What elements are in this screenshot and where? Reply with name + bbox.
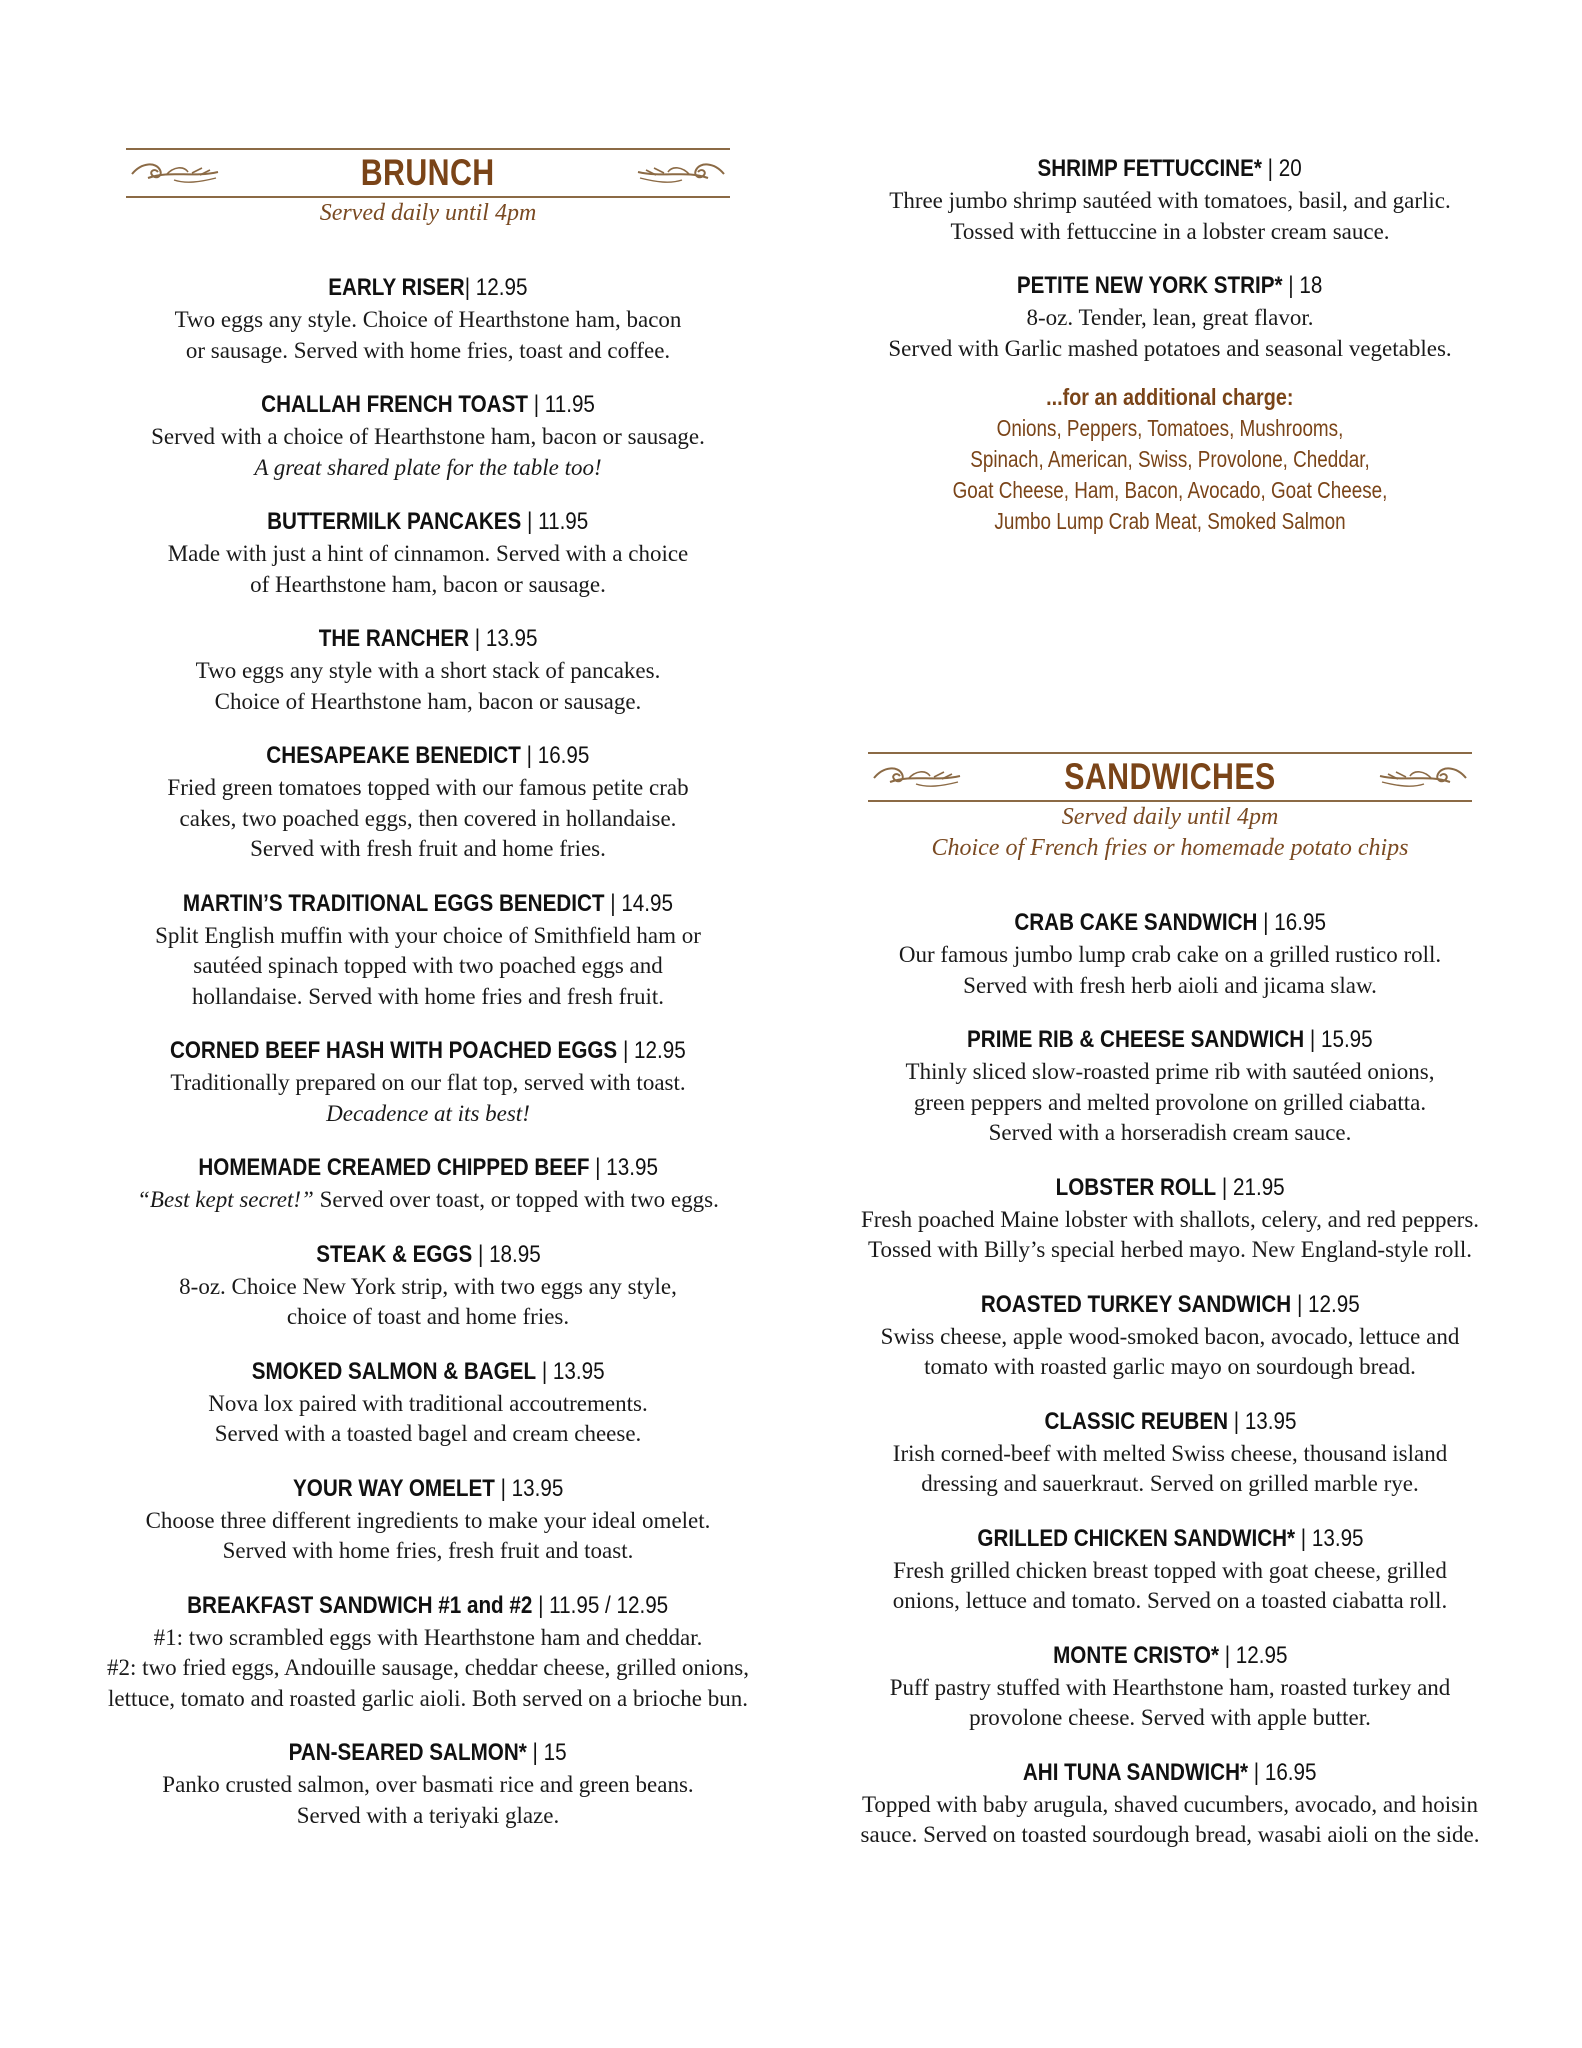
menu-item xyxy=(88,1151,768,1216)
menu-item-description: cakes, two poached eggs, then covered in hollandaise. xyxy=(179,805,677,831)
menu-item-name: PAN-SEARED SALMON* xyxy=(289,1739,528,1766)
menu-item-name: MARTIN’S TRADITIONAL EGGS BENEDICT xyxy=(182,889,605,917)
menu-item-title xyxy=(1053,1639,1287,1673)
sandwiches-subtitle: Served daily until 4pm xyxy=(1061,804,1279,830)
menu-item-price: | 21.95 xyxy=(1216,1173,1285,1201)
addon-item-line: Goat Cheese, Ham, Bacon, Avocado, Goat Cheese, xyxy=(952,477,1388,503)
right-column xyxy=(810,152,1530,1847)
menu-item-title xyxy=(252,1355,605,1389)
menu-item-description: Nova lox paired with traditional accoutrements. xyxy=(208,1390,648,1416)
menu-item-price: | 13.95 xyxy=(468,625,538,652)
menu-item-name: LOBSTER ROLL xyxy=(1055,1173,1217,1201)
menu-item-description: Served with a horseradish cream sauce. xyxy=(988,1120,1352,1145)
menu-item-price: | 18.95 xyxy=(471,1240,541,1268)
menu-item-name: CRAB CAKE SANDWICH xyxy=(1014,909,1258,936)
menu-item-description: Served with fresh fruit and home fries. xyxy=(250,836,606,861)
menu-item-note: A great shared plate for the table too! xyxy=(254,454,602,480)
menu-item xyxy=(810,1639,1530,1734)
flourish-left-icon xyxy=(872,762,962,792)
menu-item-title xyxy=(187,1589,668,1623)
menu-item-price: | 13.95 xyxy=(1227,1407,1296,1435)
brunch-column xyxy=(88,148,768,1831)
menu-item-description: Three jumbo shrimp sautéed with tomatoes, basil, and garlic. xyxy=(889,188,1451,213)
menu-item-description: “Best kept secret!” Served over toast, or topped with two eggs. xyxy=(137,1187,719,1212)
menu-item xyxy=(810,269,1530,364)
menu-item-description: provolone cheese. Served with apple butter. xyxy=(969,1705,1371,1730)
menu-item-title xyxy=(1055,1171,1284,1205)
menu-item-description: 8-oz. Choice New York strip, with two eggs any style, xyxy=(179,1273,677,1299)
menu-item-description: Panko crusted salmon, over basmati rice and green beans. xyxy=(162,1772,694,1797)
menu-item-price: | 12.95 xyxy=(1218,1641,1288,1669)
menu-item-description: #2: two fried eggs, Andouille sausage, cheddar cheese, grilled onions, xyxy=(107,1655,749,1680)
menu-item-description: sauce. Served on toasted sourdough bread, wasabi aioli on the side. xyxy=(860,1822,1480,1847)
menu-item xyxy=(88,1355,768,1450)
menu-item-title xyxy=(977,1522,1363,1556)
menu-item-title xyxy=(1044,1405,1296,1439)
menu-item-title xyxy=(261,388,595,422)
menu-item xyxy=(810,1522,1530,1617)
menu-item xyxy=(88,622,768,717)
menu-item-description: choice of toast and home fries. xyxy=(286,1304,570,1329)
menu-item-description: Topped with baby arugula, shaved cucumbers, avocado, and hoisin xyxy=(861,1791,1479,1817)
menu-item-description: Served with home fries, fresh fruit and toast. xyxy=(222,1538,634,1563)
addon-item-line: Jumbo Lump Crab Meat, Smoked Salmon xyxy=(994,508,1346,534)
brunch-subtitle: Served daily until 4pm xyxy=(319,200,537,226)
menu-item-title xyxy=(1014,906,1326,940)
flourish-right-icon xyxy=(1378,762,1468,792)
menu-item-description: Tossed with fettuccine in a lobster cream sauce. xyxy=(950,218,1390,244)
menu-item-description: Choose three different ingredients to make your ideal omelet. xyxy=(145,1507,711,1533)
menu-item-title xyxy=(319,622,538,656)
addon-list xyxy=(810,413,1530,537)
menu-item-price: | 15 xyxy=(527,1739,567,1766)
menu-item-title xyxy=(293,1472,563,1506)
menu-item-description: Served with Garlic mashed potatoes and seasonal vegetables. xyxy=(888,335,1452,361)
menu-item xyxy=(810,1288,1530,1383)
menu-item-name: THE RANCHER xyxy=(318,625,469,652)
brunch-items xyxy=(88,271,768,1831)
menu-item-name: STEAK & EGGS xyxy=(315,1240,472,1268)
menu-item-title xyxy=(1038,152,1302,186)
menu-item-quote: “Best kept secret!” xyxy=(137,1187,314,1212)
menu-item-name: PRIME RIB & CHEESE SANDWICH xyxy=(967,1026,1305,1053)
sandwiches-title: SANDWICHES xyxy=(1064,756,1276,797)
menu-item-description: lettuce, tomato and roasted garlic aioli. Both served on a brioche bun. xyxy=(108,1685,748,1711)
menu-item-description: Choice of Hearthstone ham, bacon or sausage. xyxy=(214,688,642,714)
sandwiches-header xyxy=(868,752,1472,802)
menu-item-description: Our famous jumbo lump crab cake on a grilled rustico roll. xyxy=(898,942,1442,967)
menu-item-name: AHI TUNA SANDWICH* xyxy=(1023,1758,1249,1786)
menu-item-title xyxy=(266,739,589,773)
menu-item xyxy=(810,1171,1530,1266)
menu-item-description: Puff pastry stuffed with Hearthstone ham, roasted turkey and xyxy=(889,1674,1451,1700)
addon-block xyxy=(810,382,1530,537)
menu-item-description: Served with fresh herb aioli and jicama slaw. xyxy=(963,972,1377,998)
sandwiches-subtitle-2: Choice of French fries or homemade potato chips xyxy=(931,835,1409,861)
menu-item-name: PETITE NEW YORK STRIP* xyxy=(1017,272,1283,299)
menu-item-description: Two eggs any style with a short stack of pancakes. xyxy=(195,658,661,683)
brunch-title: BRUNCH xyxy=(361,152,495,193)
menu-item xyxy=(88,1472,768,1567)
menu-item-description: Swiss cheese, apple wood-smoked bacon, avocado, lettuce and xyxy=(880,1323,1460,1349)
menu-item-name: MONTE CRISTO* xyxy=(1052,1641,1219,1669)
menu-item-description: Served with a teriyaki glaze. xyxy=(296,1802,560,1828)
menu-item-description: Two eggs any style. Choice of Hearthstone ham, bacon xyxy=(174,307,682,332)
menu-item-name: BUTTERMILK PANCAKES xyxy=(267,508,522,535)
menu-item-name: ROASTED TURKEY SANDWICH xyxy=(980,1290,1291,1318)
menu-item-description: onions, lettuce and tomato. Served on a toasted ciabatta roll. xyxy=(892,1588,1448,1613)
menu-item-description: hollandaise. Served with home fries and fresh fruit. xyxy=(191,983,664,1009)
menu-item-description: Made with just a hint of cinnamon. Served with a choice xyxy=(167,541,689,566)
menu-item-title xyxy=(198,1151,658,1185)
menu-item-name: SHRIMP FETTUCCINE* xyxy=(1037,155,1263,182)
menu-item-price: | 13.95 xyxy=(589,1154,658,1181)
menu-item-description: Tossed with Billy’s special herbed mayo. New England-style roll. xyxy=(868,1237,1472,1262)
menu-item-price: | 16.95 xyxy=(1248,1758,1317,1786)
menu-item-price: | 11.95 xyxy=(521,508,589,535)
menu-item-title xyxy=(183,887,673,921)
menu-item xyxy=(810,1756,1530,1851)
menu-item-price: | 15.95 xyxy=(1304,1026,1373,1053)
menu-item-description: Served with a choice of Hearthstone ham, bacon or sausage. xyxy=(151,424,705,449)
menu-item-price: | 13.95 xyxy=(494,1474,564,1502)
menu-item-description: 8-oz. Tender, lean, great flavor. xyxy=(1026,305,1314,330)
menu-item xyxy=(88,887,768,1013)
menu-item-name: GRILLED CHICKEN SANDWICH* xyxy=(976,1524,1295,1552)
menu-item-price: | 12.95 xyxy=(1290,1290,1360,1318)
menu-item-title xyxy=(267,505,588,539)
menu-item xyxy=(88,1736,768,1831)
menu-item xyxy=(88,388,768,483)
menu-item-price: | 11.95 xyxy=(527,391,595,418)
menu-item-title xyxy=(170,1034,686,1068)
menu-item-price: | 14.95 xyxy=(604,889,674,917)
menu-item-name: YOUR WAY OMELET xyxy=(292,1474,495,1502)
menu-item-price: | 16.95 xyxy=(1257,909,1326,936)
menu-item-price: | 18 xyxy=(1282,272,1323,299)
menu-item-name: CHESAPEAKE BENEDICT xyxy=(266,742,522,769)
sandwich-items xyxy=(810,906,1530,1851)
menu-item-description: Thinly sliced slow-roasted prime rib with sautéed onions, xyxy=(905,1059,1435,1084)
menu-item-name: HOMEMADE CREAMED CHIPPED BEEF xyxy=(198,1154,590,1181)
menu-item-description: #1: two scrambled eggs with Hearthstone ham and cheddar. xyxy=(153,1624,703,1650)
menu-item-title xyxy=(967,1023,1373,1057)
menu-item-description: Traditionally prepared on our flat top, served with toast. xyxy=(170,1070,686,1095)
menu-item-description: or sausage. Served with home fries, toast and coffee. xyxy=(185,337,671,363)
menu-item xyxy=(810,1023,1530,1149)
menu-item xyxy=(810,152,1530,247)
menu-item-description: sautéed spinach topped with two poached eggs and xyxy=(193,953,663,978)
menu-item-price: | 12.95 xyxy=(617,1037,686,1064)
entree-items xyxy=(810,152,1530,364)
menu-item-name: SMOKED SALMON & BAGEL xyxy=(251,1357,536,1385)
menu-item-price: | 20 xyxy=(1262,155,1303,182)
menu-item-name: CLASSIC REUBEN xyxy=(1044,1407,1228,1435)
menu-item-description: tomato with roasted garlic mayo on sourdough bread. xyxy=(924,1354,1416,1379)
menu-item xyxy=(88,1238,768,1333)
menu-item xyxy=(88,271,768,366)
addon-item-line: Onions, Peppers, Tomatoes, Mushrooms, xyxy=(996,415,1344,441)
menu-item-description: Split English muffin with your choice of Smithfield ham or xyxy=(155,922,701,948)
menu-item xyxy=(88,505,768,600)
menu-item-description: Fried green tomatoes topped with our famous petite crab xyxy=(167,775,689,800)
menu-item-title xyxy=(1023,1756,1317,1790)
menu-item-price: | 12.95 xyxy=(464,274,528,301)
menu-item-description: Fresh poached Maine lobster with shallots, celery, and red peppers. xyxy=(860,1206,1480,1232)
menu-item xyxy=(88,739,768,865)
menu-item xyxy=(88,1589,768,1715)
menu-item-price: | 13.95 xyxy=(535,1357,605,1385)
addon-title: ...for an additional charge: xyxy=(1046,384,1294,410)
menu-item-price: | 13.95 xyxy=(1294,1524,1364,1552)
menu-item-title xyxy=(981,1288,1360,1322)
menu-item-title xyxy=(1017,269,1322,303)
addon-item-line: Spinach, American, Swiss, Provolone, Cheddar, xyxy=(970,446,1370,472)
menu-item-description: Irish corned-beef with melted Swiss cheese, thousand island xyxy=(892,1440,1448,1466)
menu-item-name: CHALLAH FRENCH TOAST xyxy=(261,391,528,418)
menu-item-title xyxy=(316,1238,540,1272)
menu-item-name: EARLY RISER xyxy=(328,274,465,301)
menu-item-description: dressing and sauerkraut. Served on grilled marble rye. xyxy=(921,1471,1419,1496)
menu-item xyxy=(810,906,1530,1001)
flourish-right-icon xyxy=(636,158,726,188)
menu-item xyxy=(88,1034,768,1129)
brunch-header xyxy=(126,148,730,198)
menu-item-note: Decadence at its best! xyxy=(326,1100,530,1126)
menu-item-price: | 11.95 / 12.95 xyxy=(532,1591,669,1619)
menu-item-name: CORNED BEEF HASH WITH POACHED EGGS xyxy=(170,1037,618,1064)
menu-item-description: Served with a toasted bagel and cream cheese. xyxy=(214,1421,642,1446)
menu-item-description: green peppers and melted provolone on grilled ciabatta. xyxy=(913,1089,1427,1115)
menu-item-price: | 16.95 xyxy=(521,742,590,769)
menu-item-description: of Hearthstone ham, bacon or sausage. xyxy=(250,571,606,597)
menu-item-description: Fresh grilled chicken breast topped with goat cheese, grilled xyxy=(893,1557,1447,1583)
menu-item-title xyxy=(328,271,527,305)
menu-item-name: BREAKFAST SANDWICH #1 and #2 xyxy=(187,1591,533,1619)
menu-item-title xyxy=(289,1736,567,1770)
menu-item xyxy=(810,1405,1530,1500)
flourish-left-icon xyxy=(130,158,220,188)
